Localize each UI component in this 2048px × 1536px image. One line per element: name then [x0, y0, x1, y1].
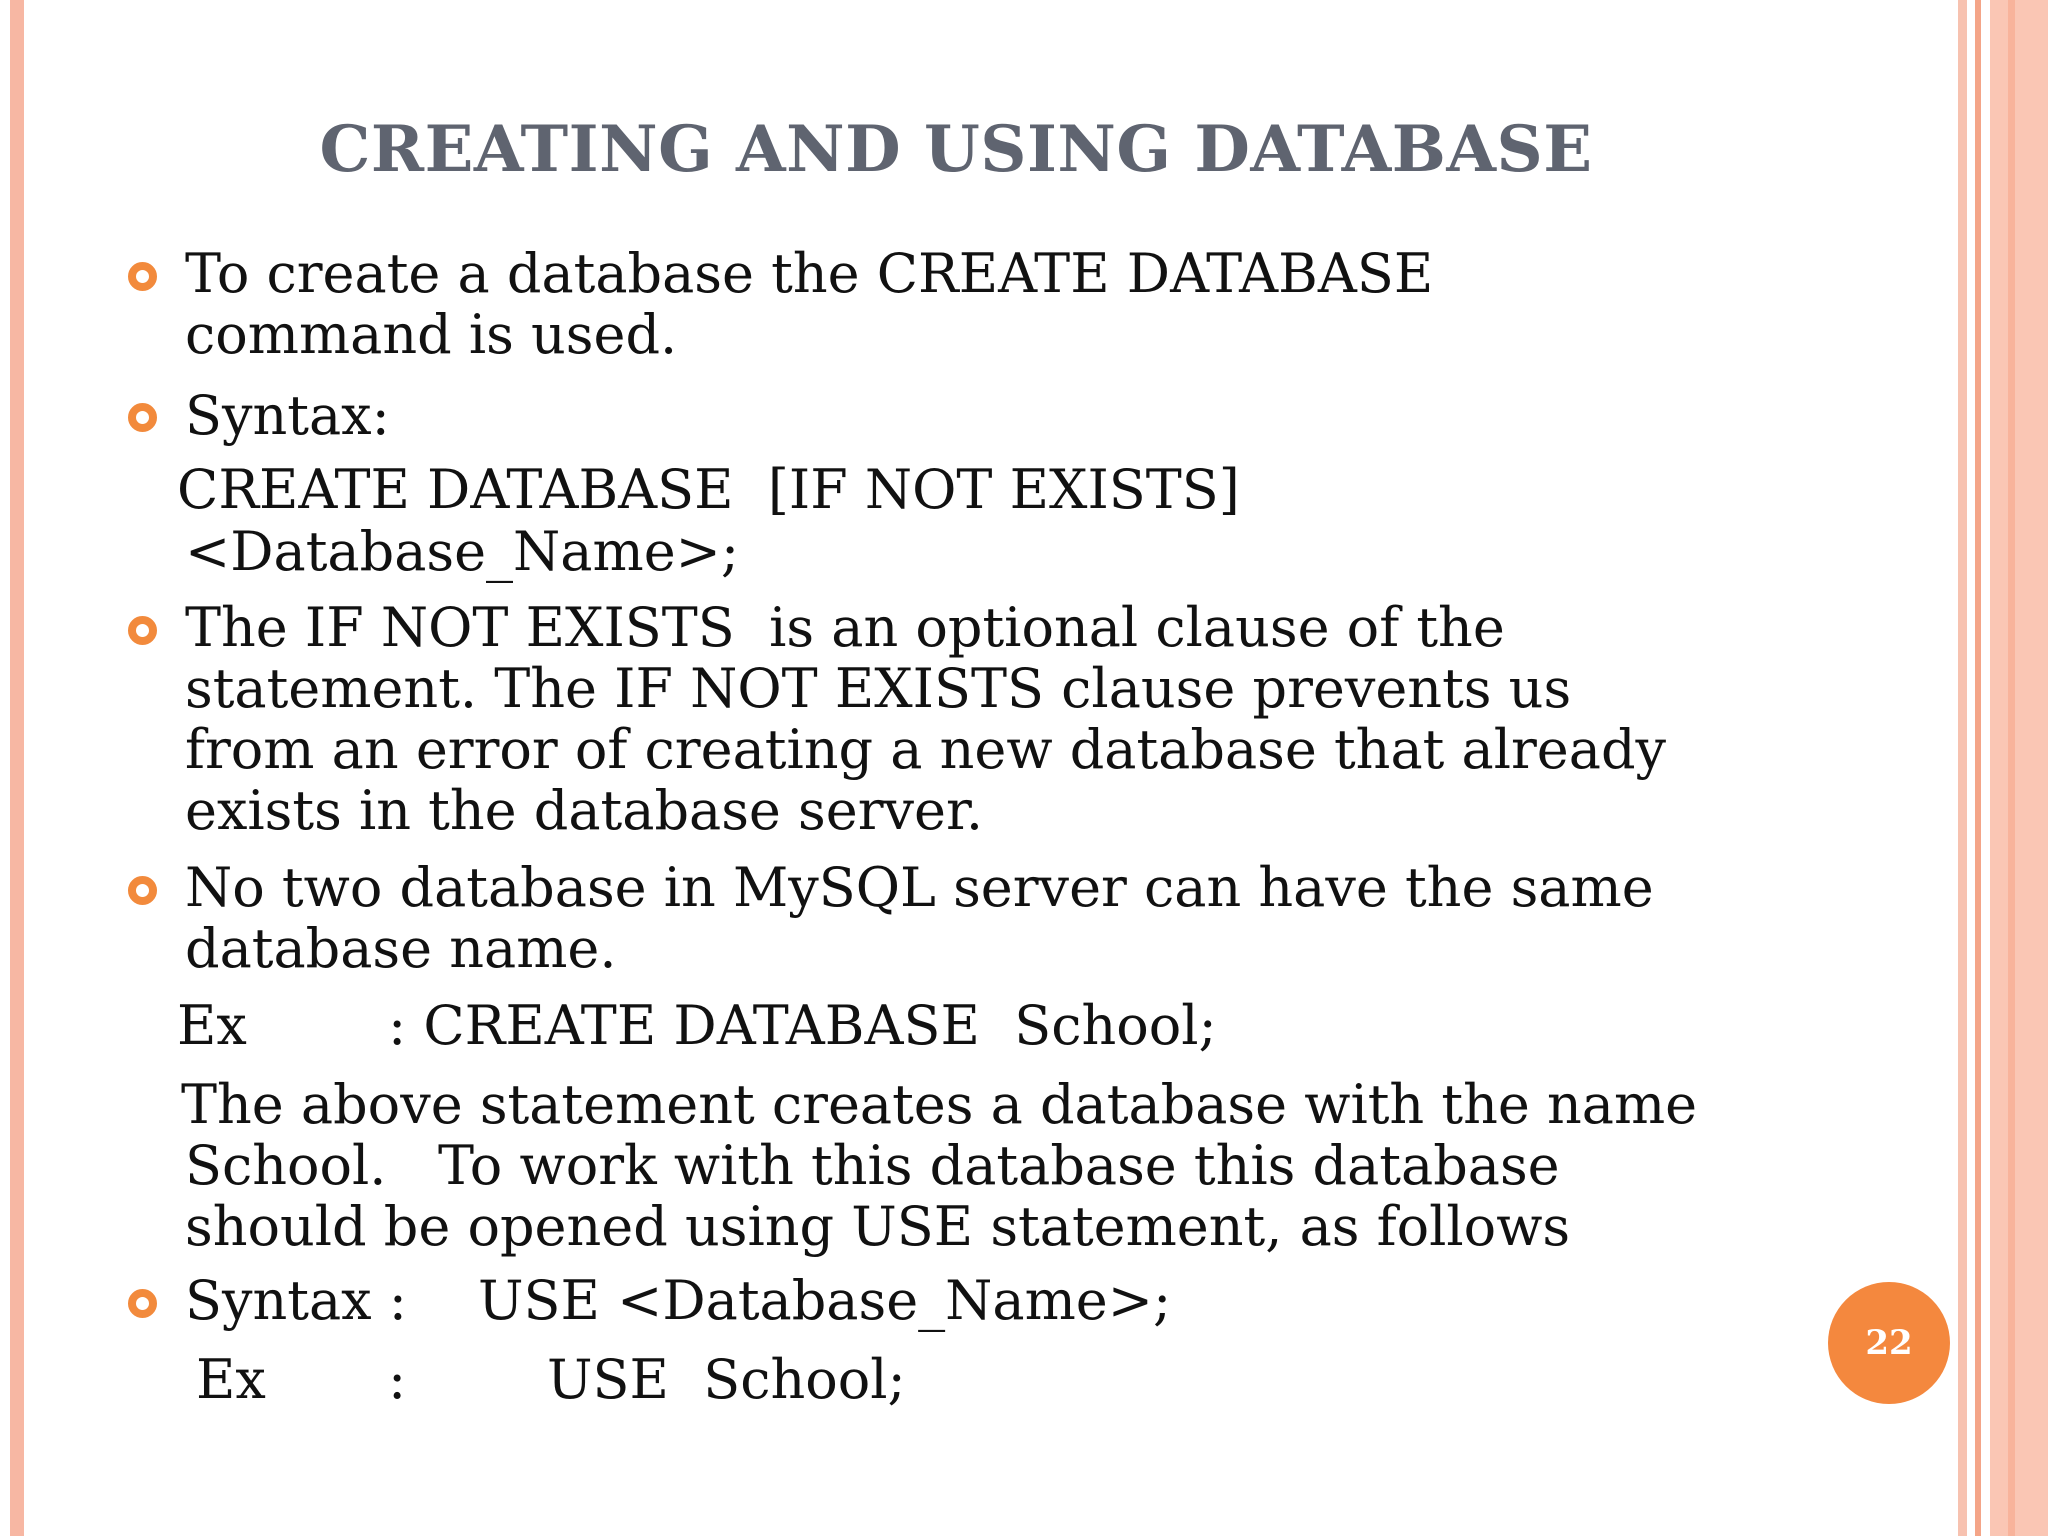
example-2-text: USE School;: [547, 1348, 906, 1411]
bullet-4-line-2: database name.: [185, 917, 617, 980]
bullet-circle-icon: [128, 403, 157, 432]
bullet-circle-icon: [128, 616, 157, 645]
paragraph-line-1: The above statement creates a database with the name: [181, 1073, 1698, 1136]
example-2-colon: :: [388, 1348, 407, 1411]
page-number-badge: 22: [1828, 1282, 1950, 1404]
bullet-1-line-1: To create a database the CREATE DATABASE: [185, 242, 1434, 305]
bullet-circle-icon: [128, 1289, 157, 1318]
bullet-circle-icon: [128, 262, 157, 291]
paragraph-line-2: School. To work with this database this database: [185, 1134, 1560, 1197]
bullet-1-line-2: command is used.: [185, 303, 678, 366]
bullet-5-text: USE <Database_Name>;: [478, 1269, 1172, 1332]
right-decorative-stripe-3: [1990, 0, 2048, 1536]
bullet-3-line-3: from an error of creating a new database that already: [185, 718, 1667, 781]
bullet-3-line-2: statement. The IF NOT EXISTS clause prevents us: [185, 657, 1572, 720]
syntax-line-1: CREATE DATABASE [IF NOT EXISTS]: [177, 458, 1240, 521]
example-1-label: Ex: [177, 994, 247, 1057]
right-decorative-stripe-1: [1958, 0, 1967, 1536]
bullet-3-line-4: exists in the database server.: [185, 779, 984, 842]
slide-title: CREATING AND USING DATABASE: [319, 112, 1593, 187]
bullet-5-label: Syntax :: [185, 1269, 407, 1332]
bullet-4-line-1: No two database in MySQL server can have the same: [185, 856, 1654, 919]
bullet-3-line-1: The IF NOT EXISTS is an optional clause of the: [185, 596, 1505, 659]
syntax-line-2: <Database_Name>;: [185, 520, 740, 583]
bullet-2-line-1: Syntax:: [185, 384, 390, 447]
example-2-label: Ex: [196, 1348, 266, 1411]
right-decorative-stripe-2: [1975, 0, 1981, 1536]
example-1-text: : CREATE DATABASE School;: [388, 994, 1217, 1057]
paragraph-line-3: should be opened using USE statement, as follows: [185, 1195, 1571, 1258]
right-decorative-stripe-4: [2008, 0, 2015, 1536]
bullet-circle-icon: [128, 876, 157, 905]
